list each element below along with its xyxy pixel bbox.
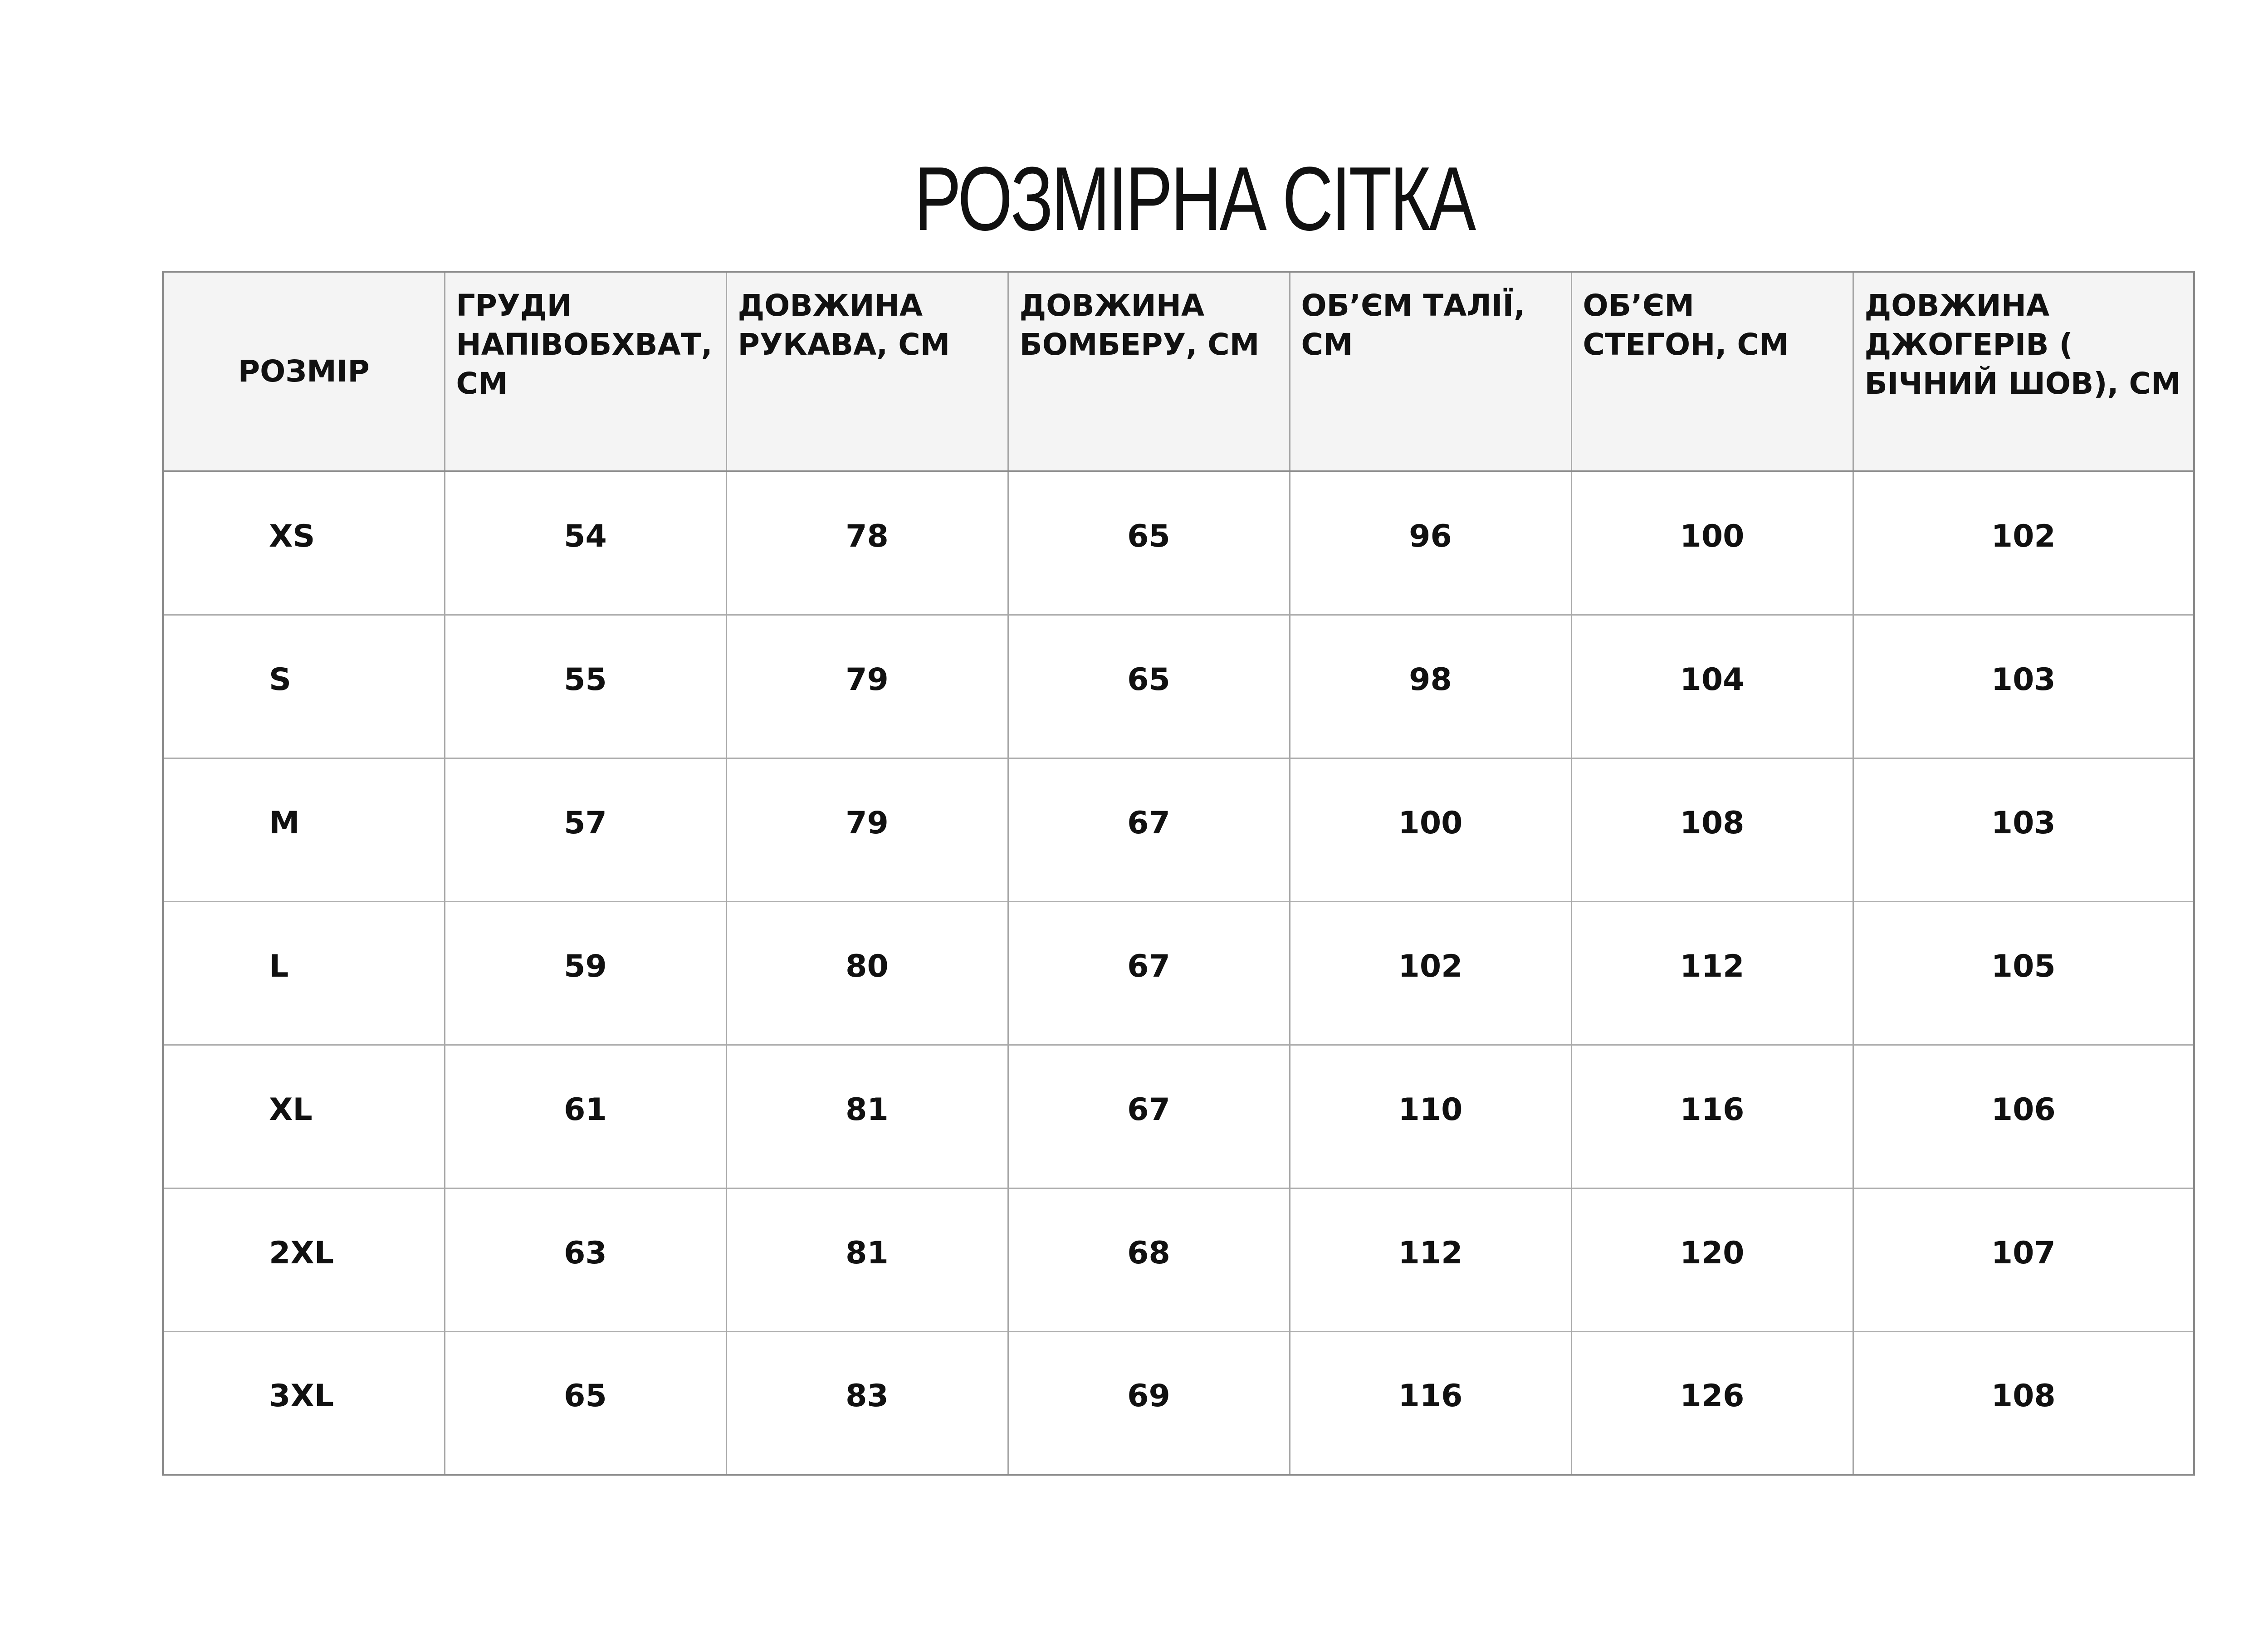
table-cell: 57 — [445, 758, 726, 901]
table-cell: 100 — [1290, 758, 1571, 901]
column-header-size: РОЗМІР — [163, 272, 445, 471]
table-cell: 69 — [1008, 1331, 1290, 1475]
table-cell: 67 — [1008, 901, 1290, 1045]
table-cell: 61 — [445, 1045, 726, 1188]
page-title: РОЗМІРНА СІТКА — [914, 148, 1474, 249]
table-cell: 81 — [726, 1045, 1008, 1188]
table-cell: 96 — [1290, 471, 1571, 615]
table-cell: 102 — [1290, 901, 1571, 1045]
table-cell: 116 — [1290, 1331, 1571, 1475]
column-header-hips: ОБ’ЄМ СТЕГОН, СМ — [1571, 272, 1853, 471]
table-cell: 67 — [1008, 1045, 1290, 1188]
table-cell: 105 — [1853, 901, 2194, 1045]
table-cell: 63 — [445, 1188, 726, 1331]
column-header-sleeve-length: ДОВЖИНА РУКАВА, СМ — [726, 272, 1008, 471]
size-cell: S — [163, 615, 445, 758]
table-cell: 103 — [1853, 758, 2194, 901]
table-cell: 108 — [1853, 1331, 2194, 1475]
column-header-chest: ГРУДИ НАПІВОБХВАТ, СМ — [445, 272, 726, 471]
table-cell: 103 — [1853, 615, 2194, 758]
table-cell: 120 — [1571, 1188, 1853, 1331]
column-header-joggers-length: ДОВЖИНА ДЖОГЕРІВ ( БІЧНИЙ ШОВ), СМ — [1853, 272, 2194, 471]
table-cell: 68 — [1008, 1188, 1290, 1331]
size-cell: L — [163, 901, 445, 1045]
table-cell: 65 — [1008, 615, 1290, 758]
table-cell: 78 — [726, 471, 1008, 615]
table-cell: 83 — [726, 1331, 1008, 1475]
column-header-waist: ОБ’ЄМ ТАЛІЇ, СМ — [1290, 272, 1571, 471]
table-cell: 98 — [1290, 615, 1571, 758]
table-row — [163, 615, 2194, 758]
table-row — [163, 471, 2194, 615]
table-cell: 102 — [1853, 471, 2194, 615]
size-cell: XS — [269, 518, 315, 554]
table-row — [163, 1188, 2194, 1331]
table-cell: 79 — [726, 758, 1008, 901]
column-header-bomber-length: ДОВЖИНА БОМБЕРУ, СМ — [1008, 272, 1290, 471]
size-cell: M — [163, 758, 445, 901]
table-cell: 59 — [445, 901, 726, 1045]
table-row — [163, 758, 2194, 901]
table-cell: 81 — [726, 1188, 1008, 1331]
size-cell: XL — [163, 1045, 445, 1188]
size-chart-table — [162, 271, 2195, 1476]
table-cell: 79 — [726, 615, 1008, 758]
table-cell: 112 — [1290, 1188, 1571, 1331]
size-cell: 3XL — [163, 1331, 445, 1475]
table-header-row — [163, 272, 2194, 471]
table-cell: 110 — [1290, 1045, 1571, 1188]
table-row — [163, 1045, 2194, 1188]
table-cell: 116 — [1571, 1045, 1853, 1188]
table-cell: 55 — [445, 615, 726, 758]
table-cell: 54 — [445, 471, 726, 615]
size-cell: 2XL — [163, 1188, 445, 1331]
table-cell: 126 — [1571, 1331, 1853, 1475]
table-cell: 107 — [1853, 1188, 2194, 1331]
table-cell: 65 — [1008, 471, 1290, 615]
table-cell: 67 — [1008, 758, 1290, 901]
table-cell: 112 — [1571, 901, 1853, 1045]
table-cell: 100 — [1571, 471, 1853, 615]
table-cell: 108 — [1571, 758, 1853, 901]
table-cell: 80 — [726, 901, 1008, 1045]
table-cell: 65 — [445, 1331, 726, 1475]
table-cell: 106 — [1853, 1045, 2194, 1188]
table-row — [163, 1331, 2194, 1475]
table-row — [163, 901, 2194, 1045]
table-cell: 104 — [1571, 615, 1853, 758]
